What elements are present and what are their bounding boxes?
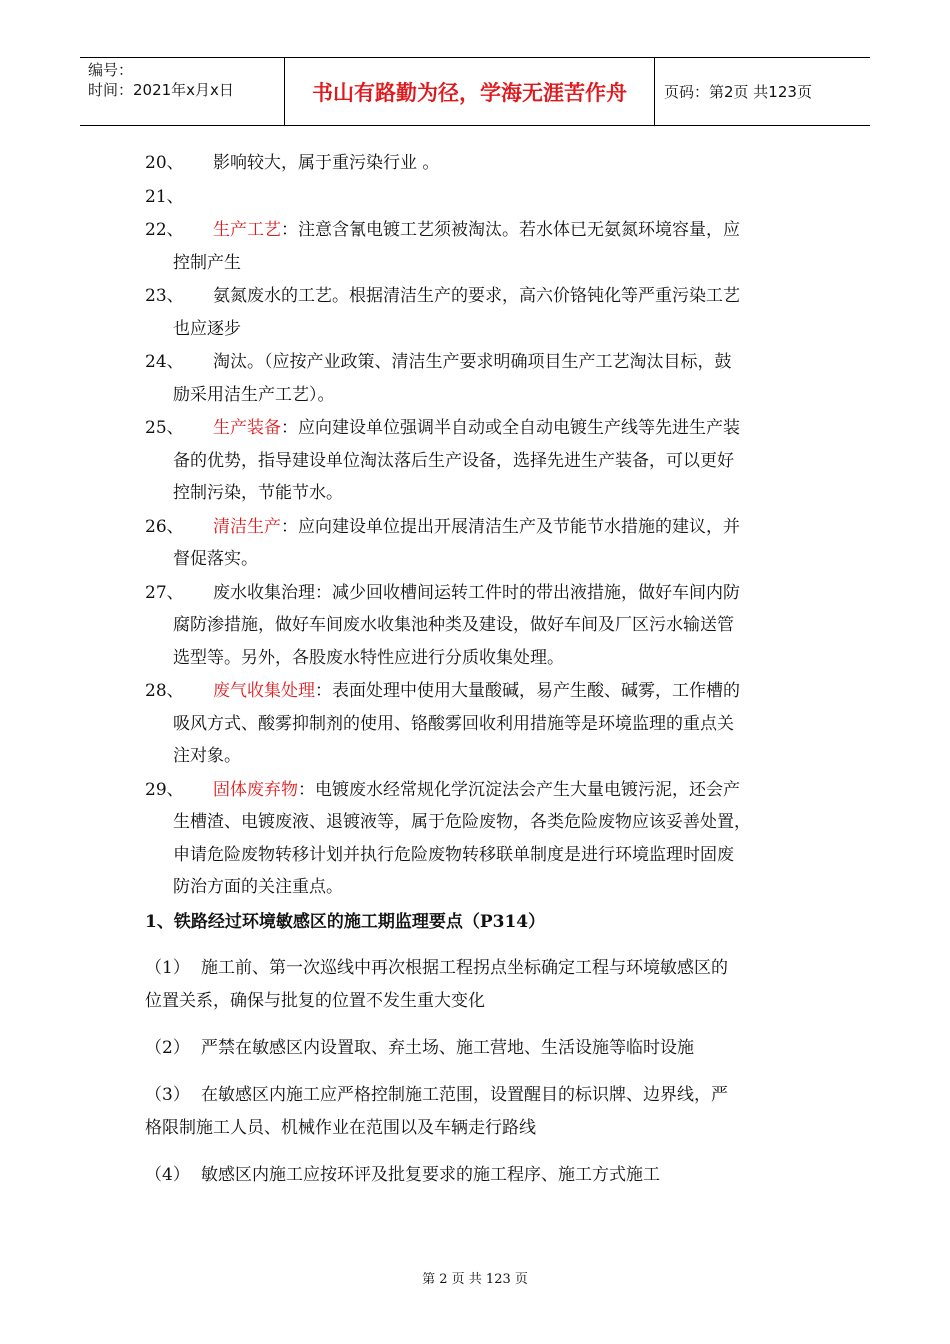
sub-item-line: 在敏感区内施工应严格控制施工范围，设置醒目的标识牌、边界线，严 bbox=[201, 1084, 728, 1105]
item-line: 励采用洁生产工艺）。 bbox=[173, 384, 335, 405]
item-line: 控制污染，节能节水。 bbox=[173, 483, 343, 503]
section-title: 1、铁路经过环境敏感区的施工期监理要点（P314） bbox=[145, 911, 546, 932]
item-text bbox=[173, 577, 810, 675]
item-number: 29、 bbox=[145, 779, 184, 800]
list-item bbox=[145, 214, 810, 279]
page-footer: 第 2 页 共 123 页 bbox=[422, 1272, 528, 1287]
sub-item-line: 格限制施工人员、机械作业在范围以及车辆走行路线 bbox=[145, 1117, 536, 1138]
item-text bbox=[173, 675, 810, 773]
page-header bbox=[80, 57, 870, 126]
list-item bbox=[145, 675, 810, 773]
item-number: 21、 bbox=[145, 186, 184, 207]
item-line: 废水收集治理：减少回收槽间运转工件时的带出液措施，做好车间内防 bbox=[213, 582, 740, 603]
item-keyword: 生产装备 bbox=[213, 418, 281, 438]
sub-item bbox=[145, 952, 810, 1018]
list-item bbox=[145, 412, 810, 510]
document-time-label: 时间：2021年x月x日 bbox=[88, 81, 234, 99]
document-number-label: 编号： bbox=[88, 61, 134, 79]
item-number: 20、 bbox=[145, 153, 184, 173]
sub-item-line: 严禁在敏感区内设置取、弃土场、施工营地、生活设施等临时设施 bbox=[201, 1037, 694, 1058]
sub-item-line: 敏感区内施工应按环评及批复要求的施工程序、施工方式施工 bbox=[201, 1164, 660, 1185]
list-item bbox=[145, 346, 810, 411]
sub-item-line: 位置关系，确保与批复的位置不发生重大变化 bbox=[145, 990, 485, 1011]
item-line: 吸风方式、酸雾抑制剂的使用、铬酸雾回收利用措施等是环境监理的重点关 bbox=[173, 713, 734, 734]
item-line: 督促落实。 bbox=[173, 549, 258, 569]
item-number: 24、 bbox=[145, 352, 184, 372]
item-text bbox=[173, 774, 810, 904]
item-line: 备的优势，指导建设单位淘汰落后生产设备，选择先进生产装备，可以更好 bbox=[173, 450, 734, 471]
sub-item-number: （3） bbox=[145, 1084, 190, 1105]
header-meta bbox=[88, 60, 288, 100]
item-keyword: 清洁生产 bbox=[213, 516, 281, 537]
item-line: ：应向建设单位提出开展清洁生产及节能节水措施的建议，并 bbox=[281, 516, 740, 537]
item-keyword: 固体废弃物 bbox=[213, 779, 298, 800]
item-text bbox=[173, 214, 810, 279]
item-line: 选型等。另外，各股废水特性应进行分质收集处理。 bbox=[173, 647, 564, 668]
list-item bbox=[145, 577, 810, 675]
item-line: 腐防渗措施，做好车间废水收集池种类及建设，做好车间及厂区污水输送管 bbox=[173, 615, 734, 635]
item-line: ：注意含氰电镀工艺须被淘汰。若水体已无氨氮环境容量，应 bbox=[281, 220, 740, 240]
item-line: 控制产生 bbox=[173, 252, 241, 273]
sub-item-number: （4） bbox=[145, 1164, 190, 1185]
item-line: 注对象。 bbox=[173, 746, 241, 766]
item-text bbox=[173, 280, 810, 345]
item-line: 也应逐步 bbox=[173, 318, 241, 339]
item-keyword: 废气收集处理 bbox=[213, 681, 315, 701]
item-line: 影响较大，属于重污染行业 。 bbox=[213, 153, 440, 173]
item-text bbox=[213, 147, 810, 180]
header-page-info: 页码：第2页 共123页 bbox=[664, 83, 812, 101]
list-item bbox=[145, 774, 810, 904]
document-body bbox=[145, 147, 810, 1192]
item-number: 28、 bbox=[145, 681, 184, 701]
item-line: 申请危险废物转移计划并执行危险废物转移联单制度是进行环境监理时固废 bbox=[173, 844, 734, 865]
header-motto: 书山有路勤为径，学海无涯苦作舟 bbox=[312, 80, 627, 105]
item-number: 23、 bbox=[145, 286, 184, 306]
item-line: 防治方面的关注重点。 bbox=[173, 877, 343, 897]
item-line: 生槽渣、电镀废液、退镀液等，属于危险废物，各类危险废物应该妥善处置， bbox=[173, 812, 751, 832]
item-line: ：应向建设单位强调半自动或全自动电镀生产线等先进生产装 bbox=[281, 418, 740, 438]
list-item bbox=[145, 511, 810, 576]
item-line: 氨氮废水的工艺。根据清洁生产的要求，高六价铬钝化等严重污染工艺 bbox=[213, 286, 740, 306]
sub-item bbox=[145, 1079, 810, 1145]
item-line: ：电镀废水经常规化学沉淀法会产生大量电镀污泥，还会产 bbox=[298, 779, 740, 800]
item-number: 26、 bbox=[145, 516, 184, 537]
list-item bbox=[145, 147, 810, 180]
list-item bbox=[145, 280, 810, 345]
header-divider bbox=[654, 58, 655, 125]
item-text bbox=[173, 511, 810, 576]
item-text bbox=[213, 181, 810, 214]
item-number: 27、 bbox=[145, 582, 184, 603]
item-number: 25、 bbox=[145, 418, 184, 438]
sub-item-line: 施工前、第一次巡线中再次根据工程拐点坐标确定工程与环境敏感区的 bbox=[201, 957, 728, 978]
item-text bbox=[173, 346, 810, 411]
item-line: ：表面处理中使用大量酸碱，易产生酸、碱雾，工作槽的 bbox=[315, 681, 740, 701]
list-item bbox=[145, 181, 810, 214]
item-text bbox=[173, 412, 810, 510]
item-number: 22、 bbox=[145, 220, 184, 240]
sub-item-number: （2） bbox=[145, 1037, 190, 1058]
sub-item bbox=[145, 1159, 810, 1192]
item-line: 淘汰。（应按产业政策、清洁生产要求明确项目生产工艺淘汰目标，鼓 bbox=[213, 352, 732, 372]
item-keyword: 生产工艺 bbox=[213, 220, 281, 240]
sub-item bbox=[145, 1032, 810, 1065]
sub-item-number: （1） bbox=[145, 957, 190, 978]
